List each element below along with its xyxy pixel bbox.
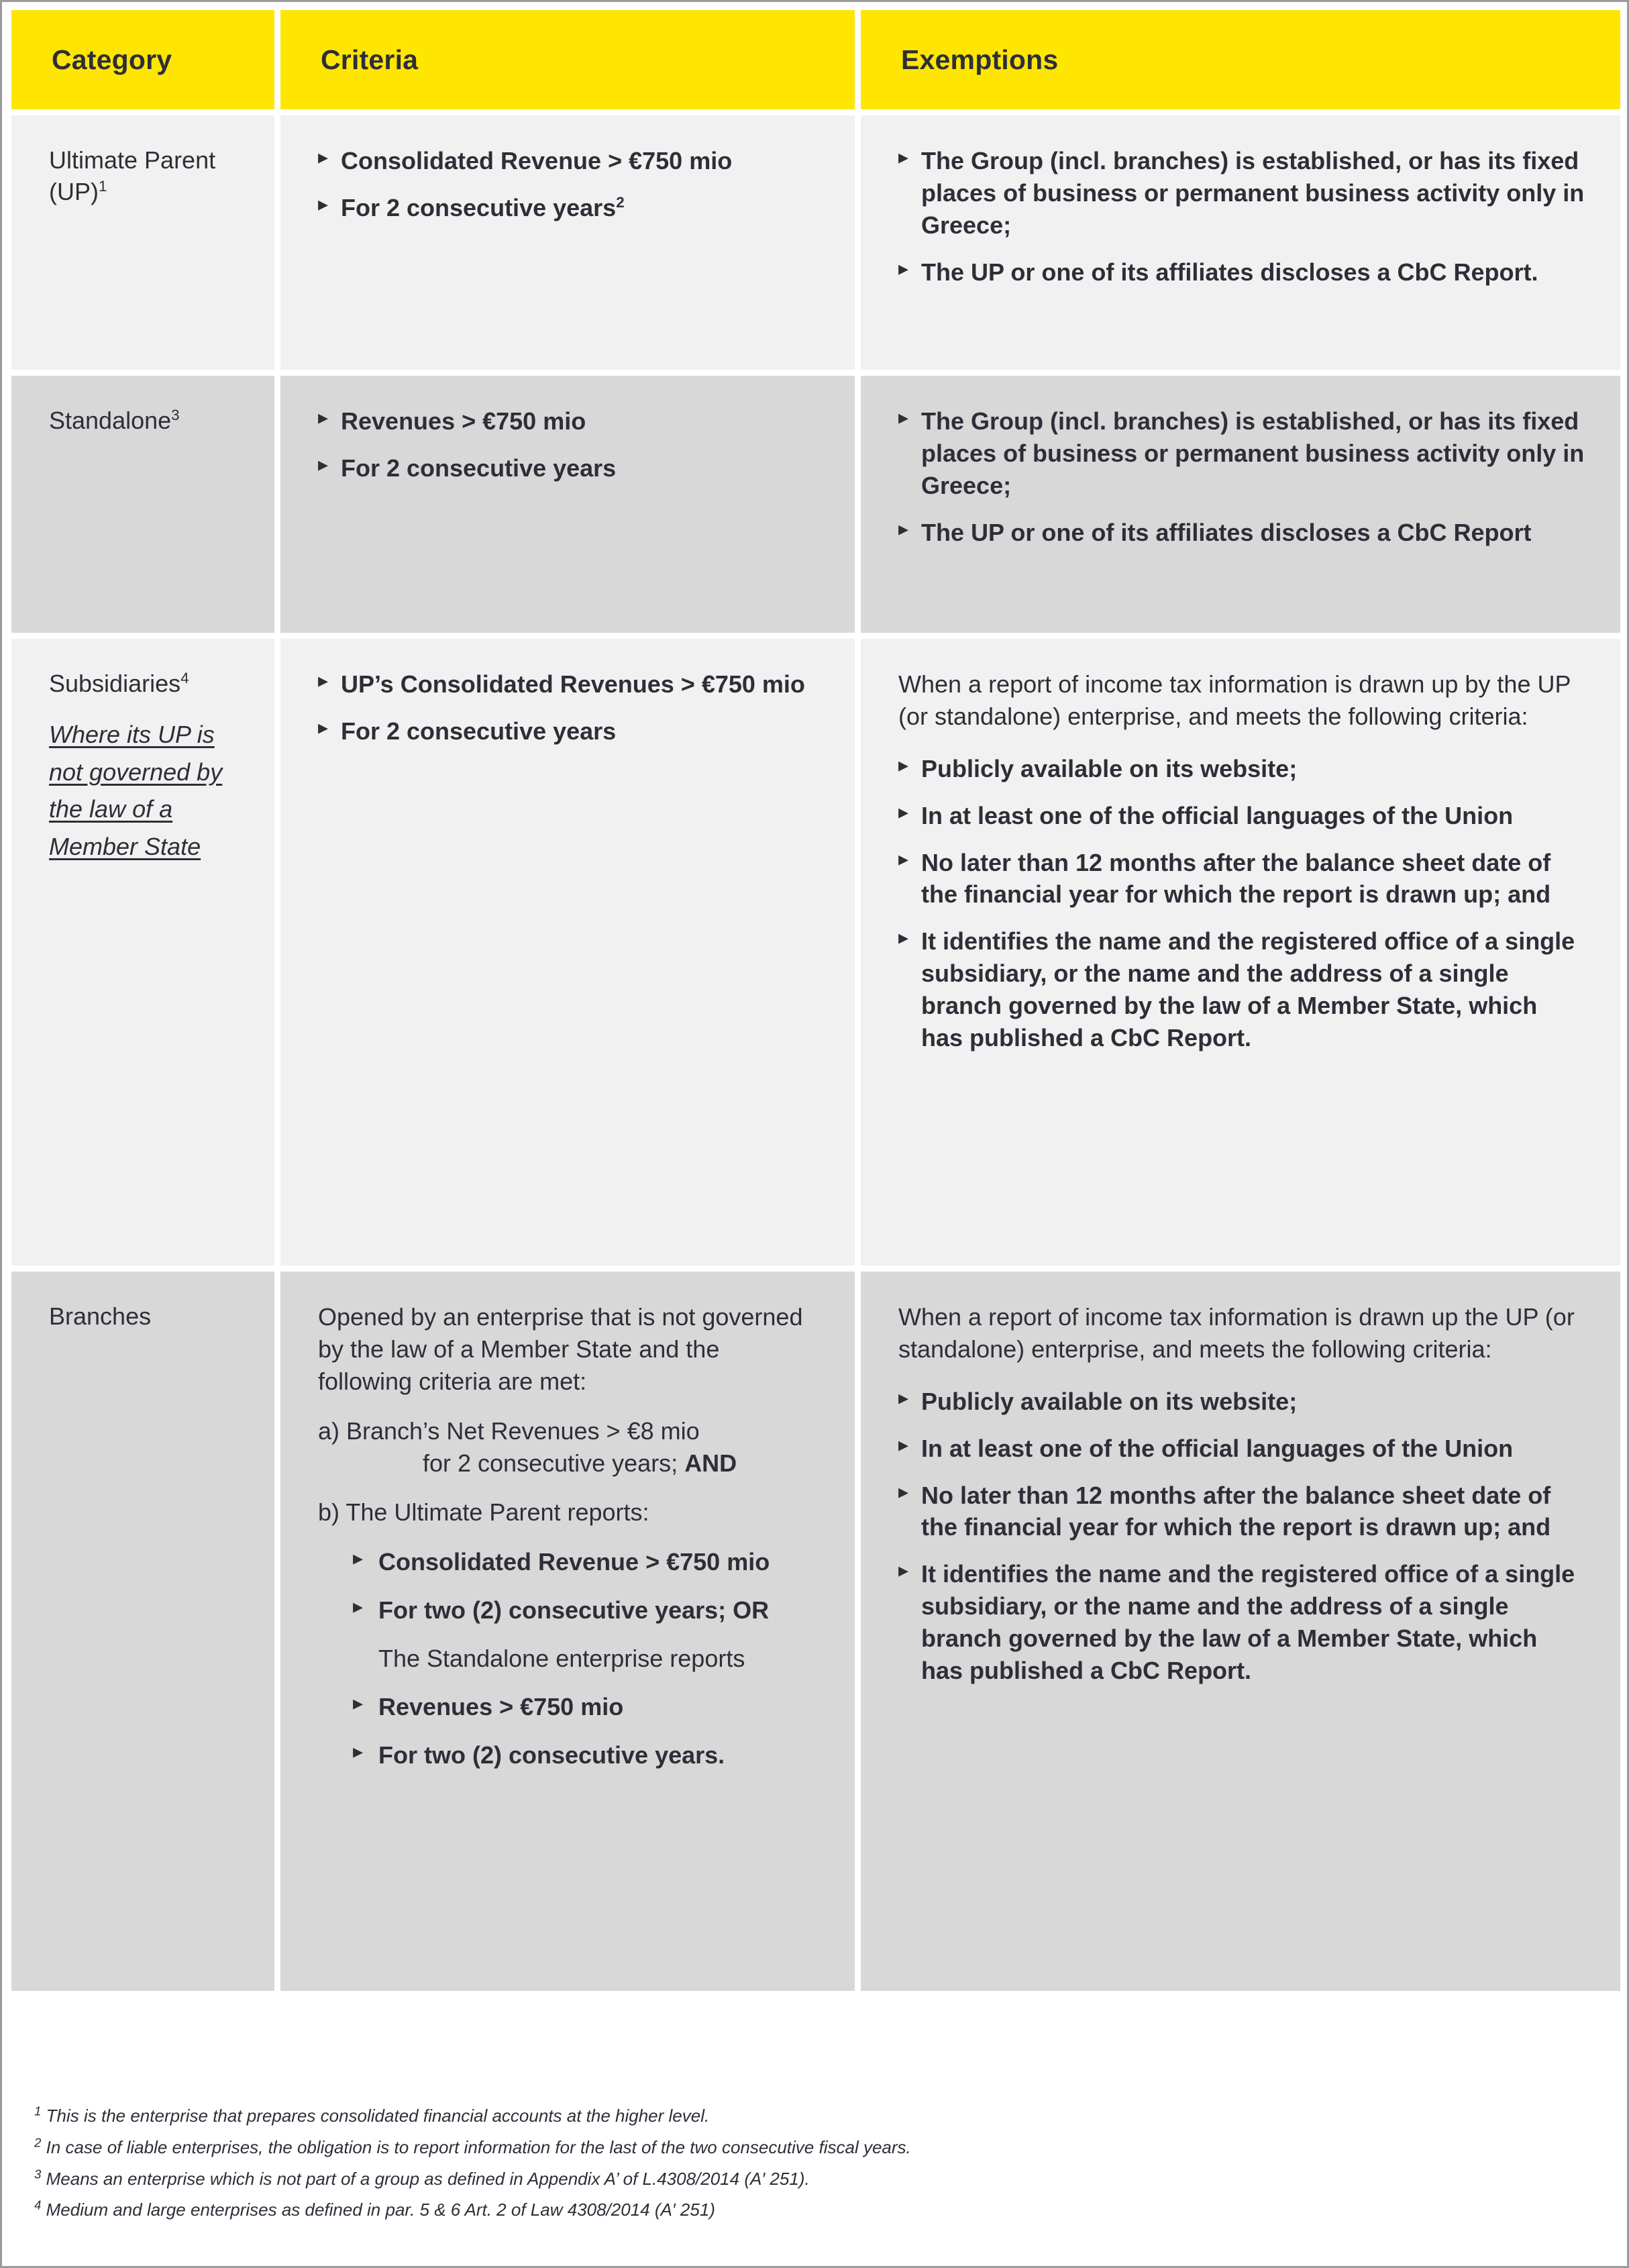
exemptions-list [898, 405, 1585, 549]
exemptions-list [898, 145, 1585, 289]
header-cell-exemptions [861, 10, 1620, 109]
list-item: ▸ In at least one of the official languages of the Union [898, 800, 1585, 832]
criteria-item-a [318, 1415, 820, 1480]
table-row [11, 639, 1620, 1266]
list-item: ▸ It identifies the name and the registered office of a single subsidiary, or the name and the address of a single branch governed by the law of a Member State, which has published a CbC Report. [898, 1558, 1585, 1687]
footnote-text: Means an enterprise which is not part of a group as defined in Appendix A’ of L.4308/2014 (A′ 251). [46, 2168, 810, 2189]
footnote-marker: 2 [34, 2135, 42, 2150]
cell-exemptions-ultimate-parent [861, 115, 1620, 370]
cell-exemptions-branches [861, 1272, 1620, 1991]
criteria-item-b: b) The Ultimate Parent reports: [318, 1498, 649, 1527]
list-item: ▸ For two (2) consecutive years. [353, 1739, 820, 1771]
footnotes-block [34, 2105, 1597, 2230]
category-title-text: Standalone [49, 407, 172, 434]
list-item: ▸ For 2 consecutive years [318, 452, 820, 484]
cell-criteria-branches [280, 1272, 855, 1991]
criteria-list [318, 668, 820, 748]
list-item: ▸ No later than 12 months after the balance sheet date of the financial year for which the report is drawn up; and [898, 1480, 1585, 1544]
footnote-ref: 3 [171, 407, 180, 423]
criteria-item-a-conjunction: AND [684, 1449, 737, 1477]
table-row [11, 1272, 1620, 1991]
list-item: ▸ UP’s Consolidated Revenues > €750 mio [318, 668, 820, 701]
list-item: ▸ The Group (incl. branches) is established, or has its fixed places of business or permanent business activity only in Greece; [898, 145, 1585, 242]
table-header-row [11, 10, 1620, 109]
footnote [34, 2136, 1597, 2159]
exemptions-intro-text: When a report of income tax information is drawn up by the UP (or standalone) enterprise, and meets the following criteria: [898, 670, 1571, 730]
footnote-text: Medium and large enterprises as defined in par. 5 & 6 Art. 2 of Law 4308/2014 (A′ 251) [46, 2200, 715, 2220]
list-item: ▸ Consolidated Revenue > €750 mio [353, 1546, 820, 1578]
footnote-ref: 2 [616, 193, 625, 211]
list-item-text: For 2 consecutive years [341, 193, 617, 221]
list-item: ▸ For 2 consecutive years [318, 715, 820, 748]
criteria-item-a-continuation [353, 1447, 820, 1480]
footnote [34, 2168, 1597, 2191]
footnote-ref: 1 [99, 177, 107, 195]
list-item: ▸ For two (2) consecutive years; OR [353, 1594, 820, 1627]
list-item: ▸ Publicly available on its website; [898, 1386, 1585, 1418]
criteria-item-a-lead: a) Branch’s Net Revenues > €8 mio [318, 1416, 700, 1445]
exemptions-list [898, 753, 1585, 1054]
header-cell-criteria [280, 10, 855, 109]
category-label [49, 145, 240, 208]
list-item: ▸ It identifies the name and the registered office of a single subsidiary, or the name and the address of a single branch governed by the law of a Member State, which has published a CbC Report. [898, 925, 1585, 1054]
footnote-ref: 4 [180, 670, 189, 686]
list-item: ▸ The UP or one of its affiliates discloses a CbC Report [898, 517, 1585, 549]
footnote [34, 2199, 1597, 2222]
footnote [34, 2105, 1597, 2128]
list-item: ▸ No later than 12 months after the balance sheet date of the financial year for which the report is drawn up; and [898, 847, 1585, 911]
list-item: ▸ Publicly available on its website; [898, 753, 1585, 785]
list-item: ▸ In at least one of the official languages of the Union [898, 1433, 1585, 1465]
list-item: ▸ Revenues > €750 mio [318, 405, 820, 437]
exemptions-intro-text: When a report of income tax information is drawn up the UP (or standalone) enterprise, and meets the following criteria: [898, 1303, 1575, 1363]
criteria-list [318, 145, 820, 224]
requirements-table [11, 10, 1620, 1991]
criteria-item-a-cont-text: for 2 consecutive years; [423, 1449, 685, 1477]
column-header-criteria: Criteria [321, 44, 419, 75]
cell-exemptions-standalone [861, 376, 1620, 633]
category-title-text: Subsidiaries [49, 670, 181, 697]
criteria-sub-list [318, 1546, 820, 1771]
list-item: ▸ The Group (incl. branches) is established, or has its fixed places of business or permanent business activity only in Greece; [898, 405, 1585, 502]
table-row [11, 376, 1620, 633]
list-item: ▸ Consolidated Revenue > €750 mio [318, 145, 820, 177]
footnote-marker: 3 [34, 2166, 42, 2181]
cell-category-subsidiaries [11, 639, 274, 1266]
cell-criteria-ultimate-parent [280, 115, 855, 370]
header-cell-category [11, 10, 274, 109]
cell-category-ultimate-parent [11, 115, 274, 370]
category-label: Branches [49, 1302, 152, 1330]
criteria-sub-plain-text: The Standalone enterprise reports [378, 1645, 745, 1672]
category-label [49, 668, 240, 700]
cell-exemptions-subsidiaries [861, 639, 1620, 1266]
footnote-marker: 4 [34, 2198, 42, 2212]
list-item [318, 192, 820, 224]
table-row [11, 115, 1620, 370]
cell-criteria-standalone [280, 376, 855, 633]
footnote-marker: 1 [34, 2104, 42, 2118]
category-label [49, 405, 240, 437]
column-header-category: Category [52, 44, 172, 75]
category-title-text: Ultimate Parent (UP) [49, 146, 216, 205]
cell-category-branches [11, 1272, 274, 1991]
footnote-text: In case of liable enterprises, the obligation is to report information for the last of the two consecutive fiscal years. [46, 2136, 911, 2157]
cell-criteria-subsidiaries [280, 639, 855, 1266]
exemptions-list [898, 1386, 1585, 1687]
category-subtitle: Where its UP is not governed by the law of a Member State [49, 720, 223, 861]
criteria-intro-text: Opened by an enterprise that is not governed by the law of a Member State and the following criteria are met: [318, 1303, 803, 1395]
list-item: ▸ Revenues > €750 mio [353, 1691, 820, 1723]
footnote-text: This is the enterprise that prepares consolidated financial accounts at the higher level. [46, 2106, 710, 2126]
criteria-list [318, 405, 820, 484]
list-item: ▸ The UP or one of its affiliates discloses a CbC Report. [898, 256, 1585, 289]
cell-category-standalone [11, 376, 274, 633]
column-header-exemptions: Exemptions [901, 44, 1059, 75]
